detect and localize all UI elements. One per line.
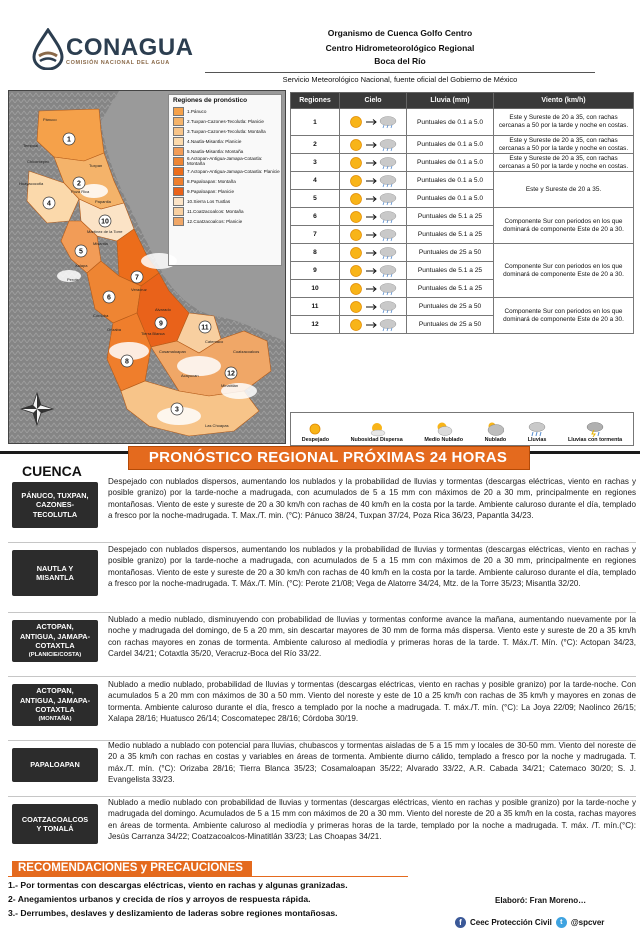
legend-label: 12.Coatzacoalcos: Planicie <box>187 218 243 224</box>
cuenca-label-line: COTAXTLA <box>35 641 75 650</box>
legend-row <box>169 126 281 136</box>
cuenca-label <box>12 550 98 596</box>
region-number: 12 <box>291 316 340 334</box>
sky-cell <box>340 172 407 190</box>
rain-value: Puntuales de 0.1 a 5.0 <box>407 172 494 190</box>
wind-value: Este y Sureste de 20 a 35. <box>494 172 634 208</box>
partly-cloudy-icon <box>435 421 453 437</box>
region-number: 8 <box>291 244 340 262</box>
region-number: 1 <box>291 109 340 136</box>
map-region-7: 7 <box>135 274 139 282</box>
table-row <box>291 298 634 316</box>
legend-label: Nublado <box>484 437 507 443</box>
rain-value: Puntuales de 25 a 50 <box>407 316 494 334</box>
legend-swatch <box>173 117 184 126</box>
place-label: Huayacocotla <box>19 181 44 186</box>
section-divider <box>8 612 636 613</box>
cuenca-label <box>12 482 98 528</box>
legend-swatch <box>173 107 184 116</box>
table-row <box>291 172 634 190</box>
sky-cell <box>340 280 407 298</box>
place-label: Tierra Blanca <box>141 331 165 336</box>
legend-swatch <box>173 167 184 176</box>
rain-icon <box>528 421 546 437</box>
sky-transition-icon <box>346 317 400 333</box>
cuenca-label-line: TECOLUTLA <box>32 509 78 519</box>
cuenca-forecast-text: Despejado con nublados dispersos, aumentando los nublados y la probabilidad de lluvias y tormentas (descargas eléctricas, viento en rachas y posible granizo) por la tarde-noche a madrugada, con acumulados de 5 a 15 mm con máximos de 20 a 30 mm, principalmente en regiones montañosas. Viento de este y sureste de 20 a 30 km/h con rachas de 40 km/h en la costa por la tarde. Ambiente caluroso durante el día, templado a fresco por la noche-madrugada. T. Máx./T. Mín. (°C): Perote 21/08; Vega de Alatorre 34/24, Mtz. de la Torre 35/23; Misantla 32/20. <box>108 545 636 588</box>
legend-swatch <box>173 157 184 166</box>
section-divider <box>8 542 636 543</box>
map-legend <box>168 94 282 266</box>
wind-value: Componente Sur con periodos en los que dominará de componente Este de 20 a 30. <box>494 298 634 334</box>
brand-name: CONAGUA <box>66 34 194 61</box>
cuenca-label-sub: (PLANICIE/COSTA) <box>28 651 82 658</box>
legend-label: 8.Papaloapan: Montaña <box>187 178 236 184</box>
legend-row <box>169 106 281 116</box>
sky-transition-icon <box>346 114 400 130</box>
col-viento: Viento (km/h) <box>494 93 634 109</box>
rain-value: Puntuales de 5.1 a 25 <box>407 226 494 244</box>
cuenca-label <box>12 620 98 662</box>
elaborated-by: Elaboró: Fran Moreno… <box>495 896 587 905</box>
sky-transition-icon <box>346 263 400 279</box>
map-region-2: 2 <box>77 180 81 188</box>
map-region-10-label-a: 10 <box>101 218 109 226</box>
legend-label: Medio Nublado <box>424 437 464 443</box>
sky-cell <box>340 208 407 226</box>
sky-transition-icon <box>346 209 400 225</box>
header-line-2: Centro Hidrometeorológico Regional <box>325 43 475 53</box>
rain-value: Puntuales de 0.1 a 5.0 <box>407 154 494 172</box>
sky-cell <box>340 109 407 136</box>
sky-cell <box>340 244 407 262</box>
legend-swatch <box>173 177 184 186</box>
legend-row <box>169 116 281 126</box>
place-label: Cosamaloapan <box>159 349 186 354</box>
legend-nubosidad <box>351 421 403 443</box>
place-label: Alvarado <box>155 307 171 312</box>
cuenca-heading: CUENCA <box>22 463 82 479</box>
map-region-3: 3 <box>175 406 179 414</box>
cuenca-label <box>12 684 98 726</box>
header-line-1: Organismo de Cuenca Golfo Centro <box>327 28 473 38</box>
map-region-12: 12 <box>227 370 235 378</box>
cuenca-label-line: PÁNUCO, TUXPAN, <box>21 490 89 500</box>
table-row <box>291 208 634 226</box>
legend-swatch <box>173 147 184 156</box>
rain-value: Puntuales de 0.1 a 5.0 <box>407 190 494 208</box>
legend-label: 9.Papaloapan: Planicie <box>187 188 234 194</box>
legend-label: Nubosidad Dispersa <box>350 437 403 443</box>
legend-label: 10.Sierra Los Tuxtlas <box>187 198 231 204</box>
recommendations-title: RECOMENDACIONES y PRECAUCIONES <box>18 862 243 874</box>
place-label: Tempoal <box>23 143 39 148</box>
legend-label: Lluvias <box>527 437 547 443</box>
map-region-11: 11 <box>201 324 209 332</box>
legend-label: 4.Nautla-Misantla: Planicie <box>187 138 242 144</box>
wind-value: Este y Sureste de 20 a 35, con rachas cercanas a 50 por la tarde y noche en costas. <box>494 109 634 136</box>
cuenca-label-line: CAZONES- <box>35 500 75 510</box>
sky-transition-icon <box>346 137 400 153</box>
sky-transition-icon <box>346 299 400 315</box>
legend-swatch <box>173 217 184 226</box>
legend-swatch <box>173 207 184 216</box>
table-row <box>291 109 634 136</box>
legend-label: 11.Coatzacoalcos: Montaña <box>187 208 244 214</box>
cuenca-label-line: Y TONALÁ <box>36 824 74 833</box>
region-number: 3 <box>291 154 340 172</box>
legend-label: 3.Tuxpan-Cazones-Tecolutla: Montaña <box>187 128 266 134</box>
sky-transition-icon <box>346 281 400 297</box>
wind-value: Componente Sur con periodos en los que dominará de componente Este de 20 a 30. <box>494 244 634 298</box>
map-region-5: 5 <box>79 248 83 256</box>
cuenca-label-line: NAUTLA Y <box>36 563 74 573</box>
cuenca-label-line: ANTIGUA, JAMAPA- <box>20 695 90 705</box>
twitter-icon[interactable]: t <box>556 917 567 928</box>
cuenca-label-sub: (MONTAÑA) <box>38 715 72 722</box>
sky-cell <box>340 298 407 316</box>
legend-label: 1.Pánuco <box>187 108 207 114</box>
legend-row <box>169 156 281 166</box>
sky-cell <box>340 154 407 172</box>
legend-swatch <box>173 197 184 206</box>
legend-label: 2.Tuxpan-Cazones-Tecolutla: Planicie <box>187 118 264 124</box>
cuenca-label <box>12 804 98 844</box>
rain-value: Puntuales de 5.1 a 25 <box>407 280 494 298</box>
place-label: Xalapa <box>75 263 88 268</box>
rain-value: Puntuales de 25 a 50 <box>407 244 494 262</box>
rain-value: Puntuales de 0.1 a 5.0 <box>407 136 494 154</box>
sky-transition-icon <box>346 191 400 207</box>
sky-cell <box>340 136 407 154</box>
recommendation-item: 3.- Derrumbes, deslaves y deslizamiento de laderas sobre regiones montañosas. <box>8 908 338 918</box>
rain-value: Puntuales de 25 a 50 <box>407 298 494 316</box>
cuenca-forecast-text: Nublado a medio nublado con probabilidad de lluvias y tormentas (descargas eléctricas, viento en rachas y posible granizo) por la tarde-noche y madrugada del domingo. Acumulados de 5 a 15 mm con máximos de 20 a 30 mm. Viento del noreste de 20 a 35 km/h en la costa, rachas mayores en áreas de tormenta. Ambiente caluroso al mediodía y primeras horas de la tarde, templado por la noche a madrugada. T. máx. /T. mín.(°C): Jesús Carranza 34/22; Coatzacoalcos-Minatitlán 33/23; Las Choapas 34/21. <box>108 798 636 841</box>
legend-nublado <box>485 421 507 443</box>
facebook-icon[interactable]: f <box>455 917 466 928</box>
sky-transition-icon <box>346 245 400 261</box>
social-links <box>455 917 604 928</box>
cuenca-forecast-text: Medio nublado a nublado con potencial para lluvias, chubascos y tormentas aisladas de 5 a 15 mm y locales de 30-50 mm. Viento del noreste de 20 a 35 km/h con rachas en costas y variables en áreas de tormenta. Ambiente diurno cálido, templado a fresco por la noche y madrugada. T. máx./T. mín. (°C): Orizaba 28/16; Tierra Blanca 35/23; Cosamaloapan 35/22; Alvarado 33/22, A.R. Cabada 34/21; Catemaco 30/20; S. J. Evangelista 33/23. <box>108 741 636 784</box>
place-label: Coatzacoalcos <box>233 349 260 354</box>
place-label: Misantla <box>93 241 108 246</box>
region-number: 10 <box>291 280 340 298</box>
place-label: Orizaba <box>107 327 122 332</box>
cuenca-label-line: PAPALOAPAN <box>30 760 80 770</box>
sky-icon-legend <box>290 412 634 446</box>
legend-row <box>169 216 281 226</box>
legend-lluvias-tormenta <box>568 421 622 443</box>
legend-label: 5.Nautla-Misantla: Montaña <box>187 148 244 154</box>
sky-transition-icon <box>346 173 400 189</box>
place-label: Chicontepec <box>27 159 50 164</box>
header-divider <box>205 72 595 73</box>
table-row <box>291 136 634 154</box>
place-label: Martínez de la Torre <box>87 229 123 234</box>
place-label: Papantla <box>95 199 111 204</box>
region-number: 4 <box>291 172 340 190</box>
region-number: 2 <box>291 136 340 154</box>
cuenca-label-line: ACTOPAN, <box>36 686 74 695</box>
rain-value: Puntuales de 5.1 a 25 <box>407 262 494 280</box>
sky-cell <box>340 226 407 244</box>
sky-cell <box>340 262 407 280</box>
place-label: Minatitlán <box>221 383 239 388</box>
cuenca-label <box>12 748 98 782</box>
legend-label: 7.Actopan-Antigua-Jamapa-Cotaxtla: Planicie <box>187 168 280 174</box>
region-number: 7 <box>291 226 340 244</box>
sky-cell <box>340 190 407 208</box>
sun-cloud-icon <box>368 421 386 437</box>
place-label: Catemaco <box>205 339 224 344</box>
map-region-1: 1 <box>67 136 71 144</box>
region-number: 6 <box>291 208 340 226</box>
forecast-title: PRONÓSTICO REGIONAL PRÓXIMAS 24 HORAS <box>148 449 508 466</box>
header-line-4: Servicio Meteorológico Nacional, fuente oficial del Gobierno de México <box>282 75 518 84</box>
header-line-3: Boca del Río <box>374 56 426 66</box>
recommendations-underline <box>8 876 408 877</box>
section-divider <box>8 676 636 677</box>
recommendation-item: 1.- Por tormentas con descargas eléctricas, viento en rachas y algunas granizadas. <box>8 880 348 890</box>
map-region-6: 6 <box>107 294 111 302</box>
place-label: Pánuco <box>43 117 57 122</box>
legend-label: 6.Actopan-Antigua-Jamapa-Cotaxtla: Montaña <box>187 156 263 166</box>
cuenca-label-line: ANTIGUA, JAMAPA- <box>20 631 90 641</box>
facebook-handle[interactable]: Ceec Protección Civil <box>470 918 552 927</box>
place-label: Tuxpan <box>89 163 103 168</box>
legend-row <box>169 196 281 206</box>
legend-swatch <box>173 127 184 136</box>
legend-row <box>169 206 281 216</box>
legend-title: Regiones de pronóstico <box>173 97 248 104</box>
wind-value: Componente Sur con periodos en los que dominará de componente Este de 20 a 30. <box>494 208 634 244</box>
cuenca-forecast-text: Nublado a medio nublado, probabilidad de lluvias y tormentas (descargas eléctricas, viento en rachas y posible granizo) por la tarde-noche. Con acumulados 5 a 20 mm con máximos de 30 a 50 mm. Viento del noreste y este de 10 a 25 km/h con rachas de 35 km/h y mayores en zonas de tormenta. Ambiente caluroso durante el día, fresco a templado por la noche a madrugada. T. máx./T. mín. (°C): La Joya 22/09; Naolinco 26/15; Xalapa 28/16; Huatusco 26/14; Coscomatepec 28/16; Córdoba 30/19. <box>108 680 636 723</box>
forecast-table <box>290 92 634 334</box>
brand-subtitle: COMISIÓN NACIONAL DEL AGUA <box>66 60 170 66</box>
cuenca-forecast-text: Despejado con nublados dispersos, aumentando los nublados y la probabilidad de lluvias y tormentas (descargas eléctricas, viento en rachas y posible granizo) por la tarde-noche a madrugada, con acumulados de 5 a 15 mm con máximos de 20 a 30 mm, principalmente en regiones montañosas. Viento de este y sureste de 20 a 30 km/h con rachas de 40 km/h en la costa por la tarde. Ambiente caluroso durante el día, templado a fresco por la noche-madrugada. T. Max./T. min. (°C): Pánuco 38/24, Tuxpan 37/24, Poza Rica 36/23, Papantla 34/23. <box>108 477 636 520</box>
place-label: Las Choapas <box>205 423 229 428</box>
storm-icon <box>586 421 604 437</box>
map-region-8: 8 <box>125 358 129 366</box>
map-region-4: 4 <box>47 200 51 208</box>
legend-label: Despejado <box>301 437 330 443</box>
region-number: 9 <box>291 262 340 280</box>
water-drop-icon <box>30 28 66 70</box>
legend-row <box>169 186 281 196</box>
legend-swatch <box>173 187 184 196</box>
sky-transition-icon <box>346 155 400 171</box>
legend-row <box>169 176 281 186</box>
cuenca-label-line: ACTOPAN, <box>36 622 74 631</box>
wind-value: Este y Sureste de 20 a 35, con rachas cercanas a 50 por la tarde y noche en costas. <box>494 154 634 172</box>
place-label: Córdoba <box>93 313 109 318</box>
legend-row <box>169 146 281 156</box>
cuenca-label-line: COTAXTLA <box>35 705 75 714</box>
legend-lluvias <box>528 421 547 443</box>
place-label: Perote <box>67 277 79 282</box>
region-number: 11 <box>291 298 340 316</box>
col-lluvia: Lluvia (mm) <box>407 93 494 109</box>
table-row <box>291 154 634 172</box>
cuenca-label-line: COATZACOALCOS <box>21 814 89 824</box>
wind-value: Este y Sureste de 20 a 35, con rachas cercanas a 50 por la tarde y noche en costas. <box>494 136 634 154</box>
legend-row <box>169 136 281 146</box>
sky-transition-icon <box>346 227 400 243</box>
twitter-handle[interactable]: @spcver <box>570 918 605 927</box>
rain-value: Puntuales de 5.1 a 25 <box>407 208 494 226</box>
recommendation-item: 2- Anegamientos urbanos y crecida de ríos y arroyos de respuesta rápida. <box>8 894 311 904</box>
region-number: 5 <box>291 190 340 208</box>
col-cielo: Cielo <box>340 93 407 109</box>
rain-value: Puntuales de 0.1 a 5.0 <box>407 109 494 136</box>
cloudy-icon <box>486 421 504 437</box>
table-row <box>291 244 634 262</box>
map-region-9: 9 <box>159 320 163 328</box>
sun-icon <box>306 421 324 437</box>
place-label: Poza Rica <box>71 189 90 194</box>
place-label: Acayucan <box>181 373 199 378</box>
col-regiones: Regiones <box>291 93 340 109</box>
cuenca-forecast-text: Nublado a medio nublado, disminuyendo con probabilidad de lluvias y tormentas conforme avance la mañana, aumentando nuevamente por la noche y madrugada del domingo, de 5 a 20 mm, sin descartar mayores de 30 mm de forma más dispersa. Viento este y sureste de 20 a 35 km/h con rachas mayores en zonas de tormenta. Ambiente caluroso al mediodía y primeras horas de la tarde. T. Máx./T. Mín. (°C): Actopan 34/23, Cardel 34/21; Cotaxtla 35/20, Veracruz-Boca del Río 33/22. <box>108 615 636 658</box>
place-label: Veracruz <box>131 287 147 292</box>
legend-label: Lluvias con tormenta <box>567 437 623 443</box>
sky-cell <box>340 316 407 334</box>
legend-swatch <box>173 137 184 146</box>
legend-despejado <box>302 421 329 443</box>
legend-row <box>169 166 281 176</box>
legend-medio-nublado <box>424 421 463 443</box>
cuenca-label-line: MISANTLA <box>36 573 74 582</box>
